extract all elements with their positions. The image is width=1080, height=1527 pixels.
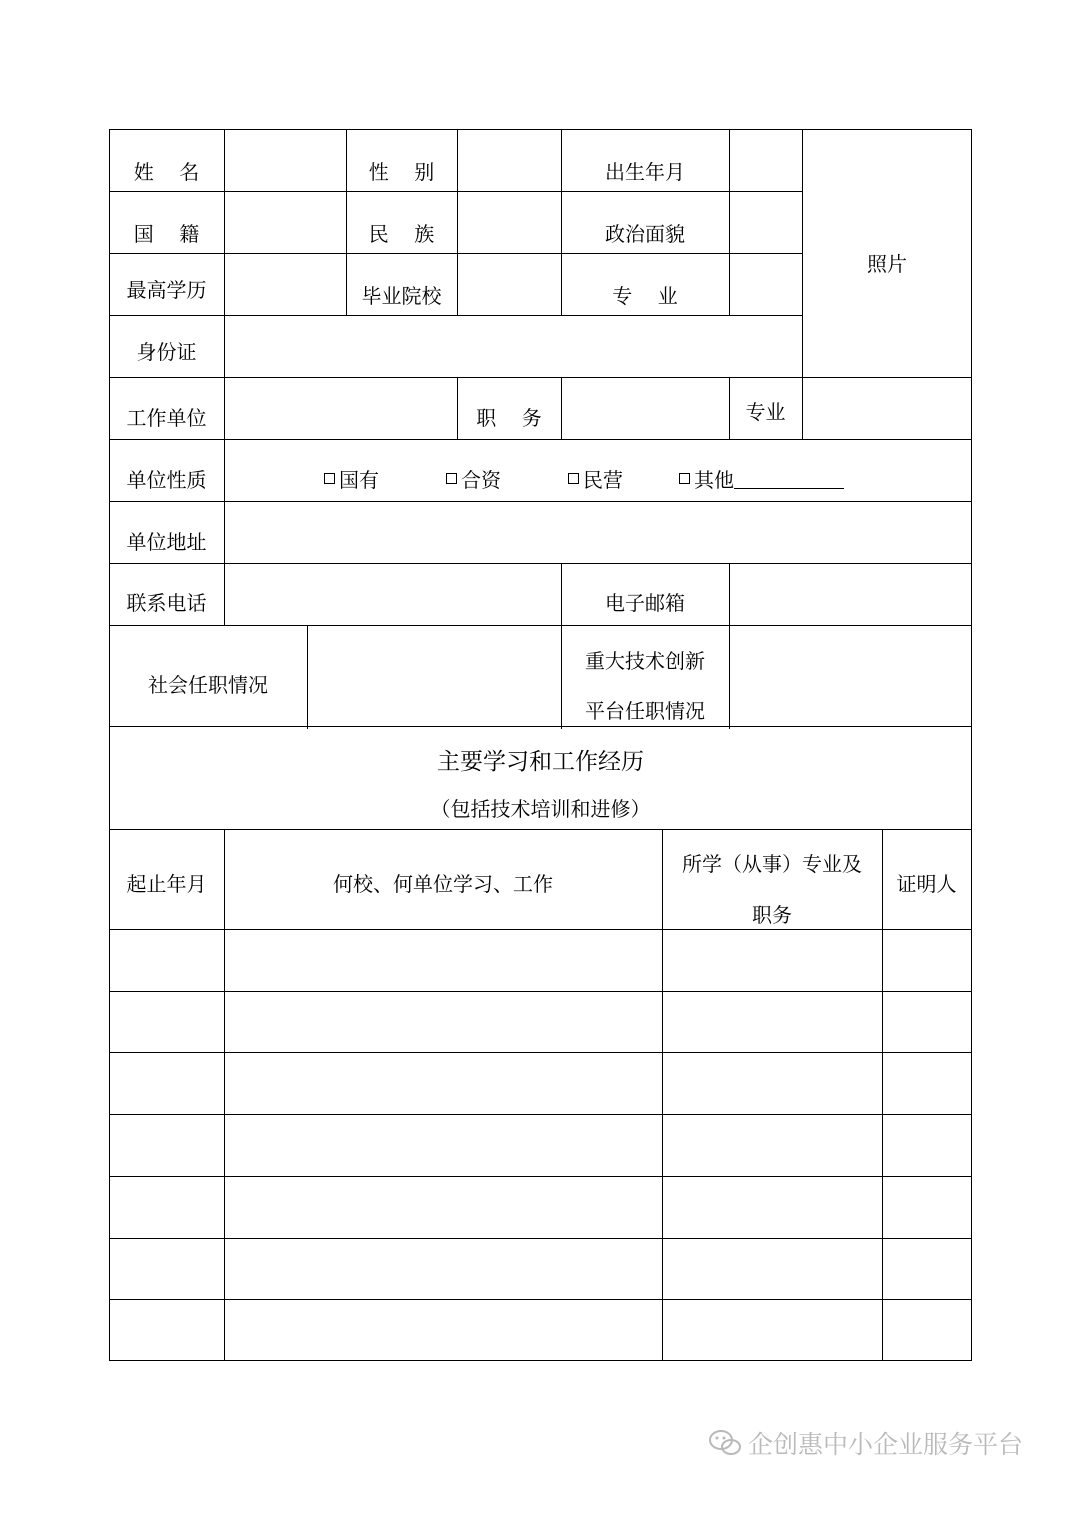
col-divider — [561, 377, 562, 440]
checkbox[interactable] — [446, 473, 457, 484]
checkbox[interactable] — [324, 473, 335, 484]
label-education: 最高学历 — [126, 277, 207, 302]
option-label: 其他 — [694, 467, 734, 492]
row-divider — [109, 1299, 972, 1300]
label-major: 专 业 — [612, 283, 678, 308]
label-position: 职 务 — [476, 405, 542, 430]
unit-type-option-2[interactable] — [446, 466, 501, 490]
label-photo: 照片 — [867, 251, 907, 276]
col-header-where: 何校、何单位学习、工作 — [333, 871, 553, 896]
row-divider — [109, 1052, 972, 1053]
label-id-card: 身份证 — [136, 339, 197, 364]
label-social-roles: 社会任职情况 — [148, 672, 268, 697]
unit-type-option-4[interactable] — [679, 466, 844, 490]
label-birth: 出生年月 — [605, 159, 685, 184]
registration-form-table — [109, 129, 972, 1361]
col-header-period: 起止年月 — [126, 871, 207, 896]
col-divider — [307, 625, 308, 729]
wechat-icon — [708, 1429, 742, 1457]
label-specialty: 专业 — [745, 399, 786, 424]
row-divider — [109, 1176, 972, 1177]
label-email: 电子邮箱 — [605, 590, 685, 615]
row-divider — [109, 501, 972, 502]
label-unit-type: 单位性质 — [126, 467, 207, 492]
label-ethnicity: 民 族 — [368, 221, 435, 246]
row-divider — [109, 991, 972, 992]
col-header-major-line1: 所学（从事）专业及 — [682, 851, 862, 876]
row-divider — [109, 1238, 972, 1239]
label-platform-line2: 平台任职情况 — [585, 698, 705, 723]
col-header-major-line2: 职务 — [752, 902, 792, 927]
history-section-title: 主要学习和工作经历 — [437, 748, 644, 775]
other-blank-field[interactable] — [734, 468, 844, 489]
unit-type-option-3[interactable] — [568, 466, 623, 490]
row-divider — [109, 625, 972, 626]
unit-type-option-1[interactable] — [324, 466, 379, 490]
label-name: 姓 名 — [133, 159, 200, 184]
label-political: 政治面貌 — [605, 221, 685, 246]
option-label: 民营 — [583, 467, 623, 492]
label-nationality: 国 籍 — [133, 221, 200, 246]
col-header-witness: 证明人 — [896, 871, 957, 896]
col-divider — [224, 129, 225, 626]
history-section-subtitle: （包括技术培训和进修） — [430, 796, 651, 821]
label-phone: 联系电话 — [126, 590, 207, 615]
watermark — [708, 1425, 1023, 1461]
option-label: 合资 — [461, 467, 501, 492]
label-unit-address: 单位地址 — [126, 529, 207, 554]
label-employer: 工作单位 — [126, 405, 207, 430]
row-divider — [109, 1114, 972, 1115]
checkbox[interactable] — [568, 473, 579, 484]
col-divider — [729, 129, 730, 316]
row-divider — [109, 829, 972, 830]
col-divider — [457, 129, 458, 316]
col-divider — [729, 563, 730, 729]
watermark-text: 企创惠中小企业服务平台 — [748, 1430, 1024, 1459]
table-border-bottom — [109, 1360, 972, 1361]
option-label: 国有 — [339, 467, 379, 492]
label-gender: 性 别 — [368, 159, 435, 184]
row-divider — [109, 563, 972, 564]
checkbox[interactable] — [679, 473, 690, 484]
label-school: 毕业院校 — [361, 283, 442, 308]
label-platform-line1: 重大技术创新 — [585, 648, 705, 673]
